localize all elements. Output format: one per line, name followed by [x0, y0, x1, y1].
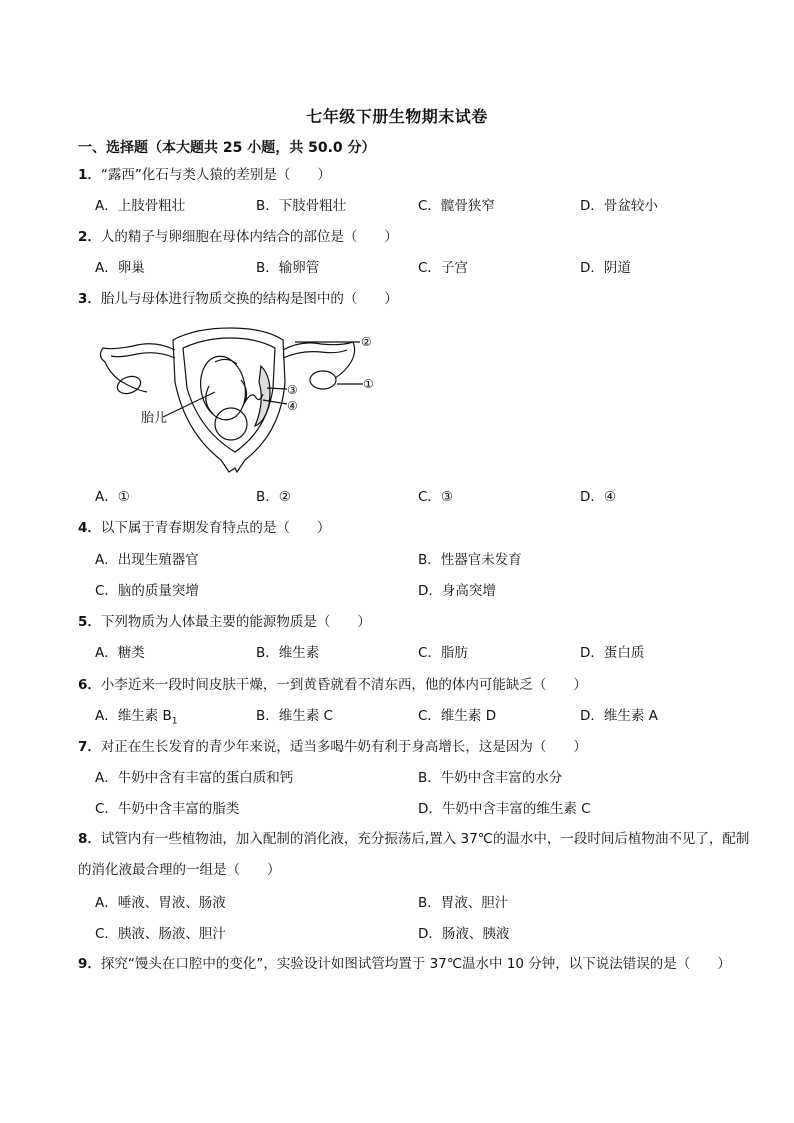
option-b: B．输卵管 [256, 260, 320, 276]
question-7 [78, 738, 587, 756]
question-number: 6． [78, 677, 101, 693]
option-c: C．髋骨狭窄 [418, 198, 495, 214]
option-a: A．上肢骨粗壮 [95, 198, 186, 214]
umbilical-cord [245, 394, 263, 402]
option-a: A．牛奶中含有丰富的蛋白质和钙 [95, 770, 294, 786]
option-b: B．性器官未发育 [418, 552, 522, 568]
option-d: D．蛋白质 [580, 645, 645, 661]
question-5 [78, 613, 371, 631]
label-3: ③ [287, 383, 298, 397]
right-oviduct [283, 342, 355, 378]
section-heading: 一、选择题（本大题共 25 小题，共 50.0 分） [78, 140, 376, 156]
question-number: 9． [78, 956, 101, 972]
question-4 [78, 519, 330, 537]
question-number: 4． [78, 520, 101, 536]
option-a: A．卵巢 [95, 260, 145, 276]
option-d: D．牛奶中含丰富的维生素 C [418, 801, 591, 817]
question-9 [78, 949, 758, 980]
question-number: 2． [78, 229, 101, 245]
question-text: 探究“馒头在口腔中的变化”，实验设计如图试管均置于 37℃温水中 10 分钟，以下说法错误的是（ ） [100, 956, 731, 972]
question-6 [78, 676, 587, 694]
right-ovary [310, 371, 336, 389]
label-fetus: 胎儿 [141, 411, 168, 426]
option-a: A．糖类 [95, 645, 145, 661]
option-c: C．③ [418, 489, 454, 505]
option-b: B．胃液、胆汁 [418, 895, 509, 911]
option-a-text: A．维生素 B [95, 708, 172, 724]
option-d: D．骨盆较小 [580, 198, 658, 214]
question-text: 试管内有一些植物油，加入配制的消化液，充分振荡后,置入 37℃的温水中，一段时间后植物油不见了，配制的消化液最合理的一组是（ ） [78, 831, 750, 878]
left-oviduct [100, 344, 175, 392]
question-number: 7． [78, 739, 101, 755]
page-title: 七年级下册生物期末试卷 [306, 107, 488, 126]
option-c: C．胰液、肠液、胆汁 [95, 926, 226, 942]
question-text: 下列物质为人体最主要的能源物质是（ ） [100, 614, 371, 630]
question-text: 小李近来一段时间皮肤干燥，一到黄昏就看不清东西，他的体内可能缺乏（ ） [100, 677, 587, 693]
question-number: 8． [78, 831, 101, 847]
question-1 [78, 166, 331, 184]
option-b: B．② [256, 489, 291, 505]
option-b: B．维生素 [256, 645, 320, 661]
question-text: 对正在生长发育的青少年来说，适当多喝牛奶有利于身高增长，这是因为（ ） [100, 739, 587, 755]
question-3 [78, 290, 398, 308]
option-d: D．④ [580, 489, 616, 505]
option-c: C．子宫 [418, 260, 468, 276]
question-number: 1． [78, 167, 101, 183]
question-number: 5． [78, 614, 101, 630]
question-2 [78, 228, 398, 246]
option-c: C．脂肪 [418, 645, 468, 661]
option-c: C．牛奶中含丰富的脂类 [95, 801, 240, 817]
question-8 [78, 824, 758, 886]
label-2: ② [361, 335, 372, 349]
option-b: B．维生素 C [256, 708, 333, 724]
question-text: 人的精子与卵细胞在母体内结合的部位是（ ） [100, 229, 398, 245]
question-text: 以下属于青春期发育特点的是（ ） [100, 520, 331, 536]
option-a: A．唾液、胃液、肠液 [95, 895, 226, 911]
option-b: B．牛奶中含丰富的水分 [418, 770, 563, 786]
option-d: D．阴道 [580, 260, 631, 276]
fetus-head [215, 408, 247, 440]
option-d: D．身高突增 [418, 583, 496, 599]
option-d: D．肠液、胰液 [418, 926, 510, 942]
uterus-diagram [95, 322, 385, 482]
label-1: ① [363, 377, 374, 391]
option-b: B．下肢骨粗壮 [256, 198, 347, 214]
label-4: ④ [287, 399, 298, 413]
option-a [95, 707, 178, 731]
option-a: A．出现生殖器官 [95, 552, 199, 568]
option-c: C．维生素 D [418, 708, 497, 724]
option-a: A．① [95, 489, 130, 505]
option-a-subscript: 1 [171, 716, 178, 727]
option-d: D．维生素 A [580, 708, 658, 724]
option-c: C．脑的质量突增 [95, 583, 199, 599]
question-text: 胎儿与母体进行物质交换的结构是图中的（ ） [100, 291, 398, 307]
question-text: “露西”化石与类人猿的差别是（ ） [100, 167, 331, 183]
question-number: 3． [78, 291, 101, 307]
